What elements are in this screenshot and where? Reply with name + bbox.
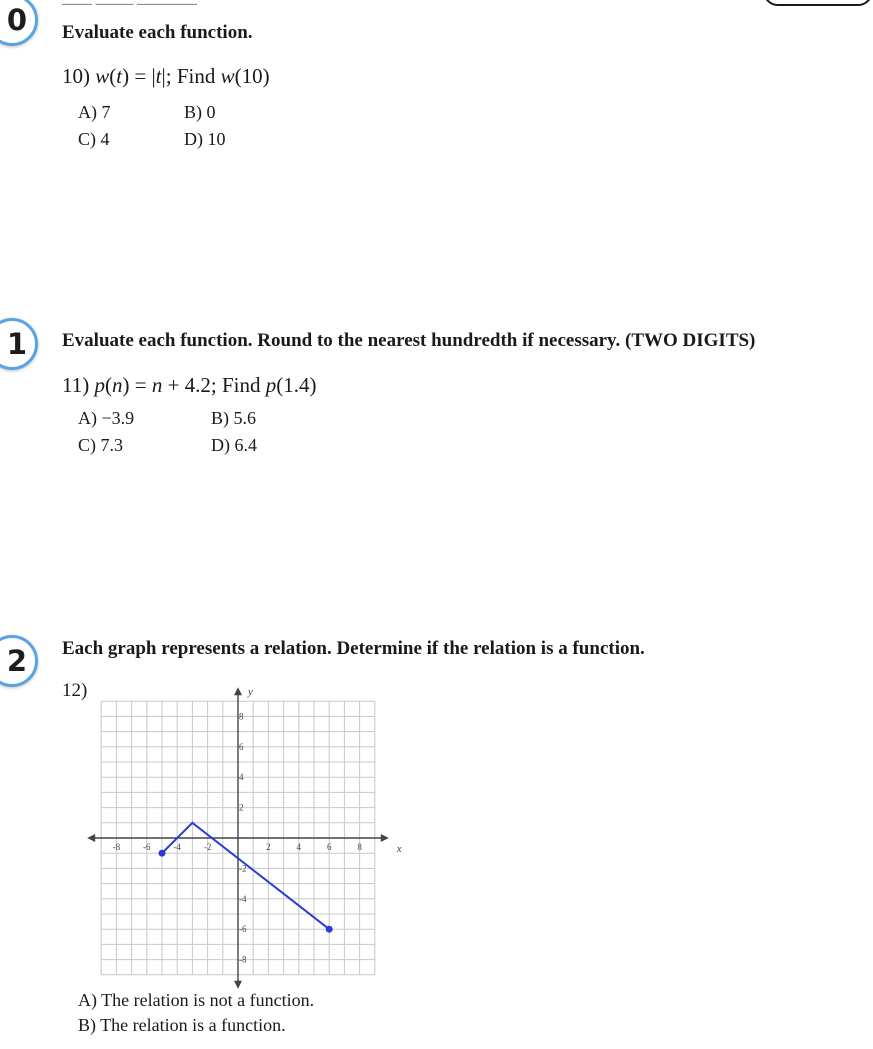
endpoint-start <box>159 850 166 857</box>
relation-line <box>162 823 329 929</box>
y-axis-label: y <box>248 686 253 699</box>
y-axis-arrow-up <box>234 687 242 695</box>
x-tick-label: -2 <box>203 842 212 852</box>
y-tick-label: -4 <box>239 893 247 904</box>
directions-12: Each graph represents a relation. Determine if the relation is a function. <box>62 638 645 659</box>
choice-a[interactable]: A) The relation is not a function. <box>78 990 315 1010</box>
choice-a[interactable]: A) 7 <box>78 102 111 122</box>
question-badge-0: 0 <box>0 0 38 46</box>
x-axis-arrow-right <box>381 834 389 842</box>
x-tick-label: 4 <box>296 842 302 852</box>
func-var: n <box>111 373 123 397</box>
question-badge-2: 2 <box>0 635 38 687</box>
x-tick-label: 2 <box>266 842 271 852</box>
question-12-number: 12) <box>62 680 88 701</box>
y-tick-label: -6 <box>239 924 247 935</box>
choice-c[interactable]: C) 7.3 <box>78 435 123 455</box>
choice-a[interactable]: A) −3.9 <box>78 408 135 428</box>
relation-graph <box>90 686 402 980</box>
x-axis-arrow-left <box>87 834 95 842</box>
func-var: t <box>116 64 123 88</box>
y-axis-arrow-down <box>234 981 242 989</box>
choice-d[interactable]: D) 6.4 <box>211 435 257 455</box>
question-number: 11) <box>62 373 90 397</box>
question-badge-1: 1 <box>0 318 38 370</box>
find-func: p <box>265 373 277 397</box>
top-right-button[interactable] <box>763 0 873 6</box>
question-11: 11) p(n) = n + 4.2; Find p(1.4) <box>62 373 317 397</box>
x-tick-label: -6 <box>143 842 151 852</box>
find-arg: 1.4 <box>283 373 310 397</box>
y-tick-label: 2 <box>239 802 244 813</box>
func-name: p <box>94 373 105 397</box>
y-tick-label: 4 <box>239 772 244 783</box>
choice-b[interactable]: B) The relation is a function. <box>78 1015 286 1035</box>
x-tick-label: -4 <box>173 842 181 852</box>
find-label: Find <box>176 64 216 88</box>
x-tick-label: 8 <box>357 842 362 852</box>
y-tick-label: -8 <box>239 954 247 965</box>
x-tick-label: -8 <box>112 842 121 852</box>
abs-var: t <box>155 64 162 88</box>
x-tick-label: 6 <box>326 842 332 852</box>
find-func: w <box>220 64 235 88</box>
rhs-var: n <box>151 373 163 397</box>
question-number: 10) <box>62 64 90 88</box>
y-tick-label: 8 <box>239 711 244 722</box>
rhs-rest: + 4.2; <box>167 373 217 397</box>
choice-b[interactable]: B) 0 <box>184 102 216 122</box>
x-axis-label: x <box>396 843 402 855</box>
choice-b[interactable]: B) 5.6 <box>211 408 256 428</box>
y-tick-label: -2 <box>239 863 247 874</box>
find-label: Find <box>222 373 261 397</box>
question-10: 10) w(t) = |t|; Find w(10) <box>62 64 270 88</box>
find-arg: 10 <box>241 64 263 88</box>
choice-d[interactable]: D) 10 <box>184 129 226 149</box>
y-tick-label: 6 <box>239 741 244 752</box>
header-stub <box>62 0 197 8</box>
choice-c[interactable]: C) 4 <box>78 129 110 149</box>
directions-11: Evaluate each function. Round to the nearest hundredth if necessary. (TWO DIGITS) <box>62 330 756 351</box>
equals: = <box>134 64 147 88</box>
directions-10: Evaluate each function. <box>62 22 253 43</box>
endpoint-end <box>326 926 333 933</box>
separator: ; <box>165 64 172 88</box>
func-name: w <box>95 64 110 88</box>
